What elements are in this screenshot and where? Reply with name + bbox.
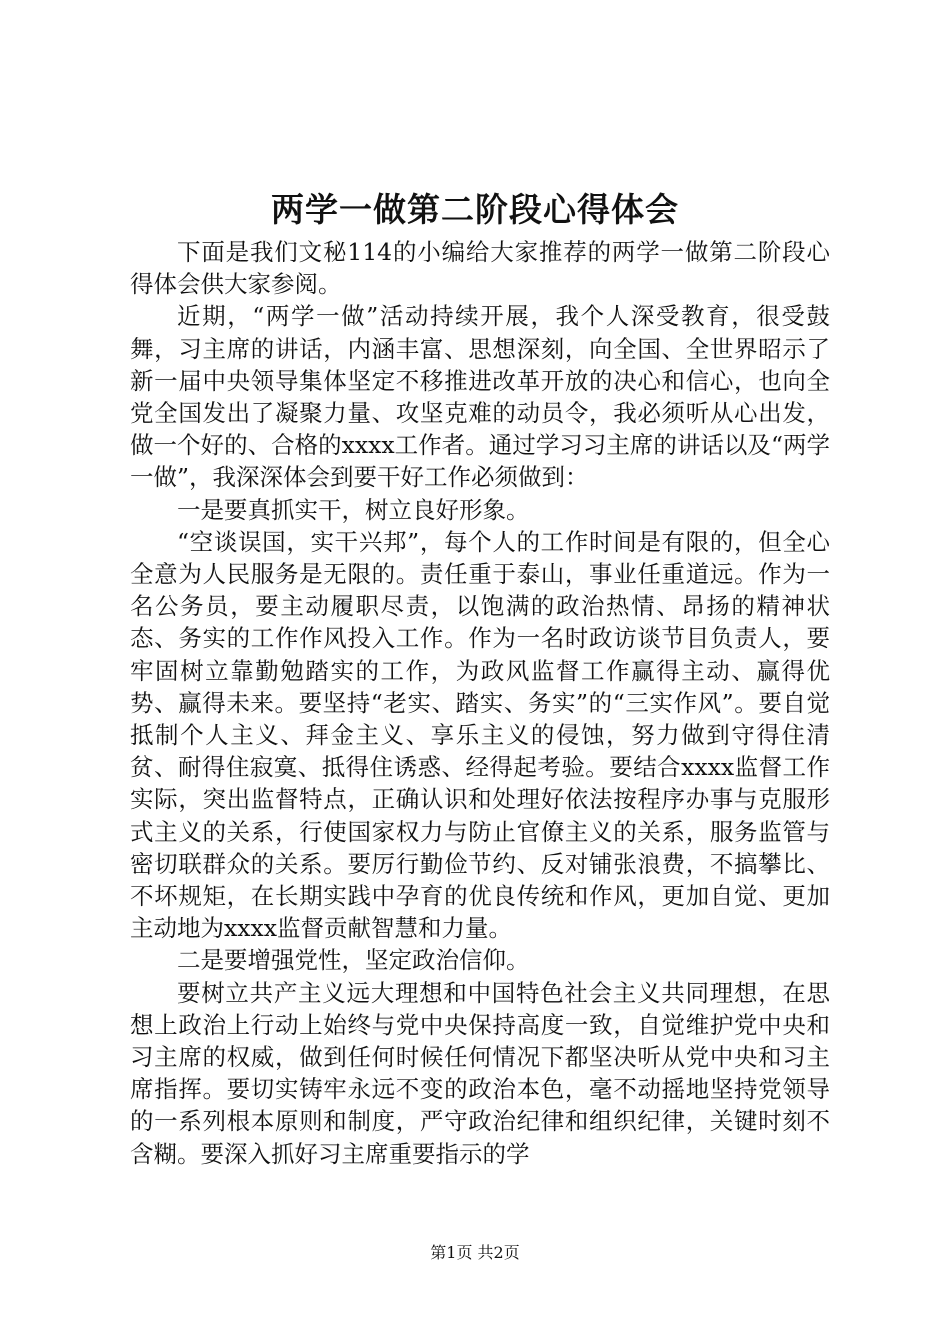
paragraph-intro: 下面是我们文秘114的小编给大家推荐的两学一做第二阶段心得体会供大家参阅。 (130, 238, 830, 299)
section-heading-two: 二是要增强党性，坚定政治信仰。 (177, 946, 530, 975)
paragraph-section-two: 要树立共产主义远大理想和中国特色社会主义共同理想，在思想上政治上行动上始终与党中央保持高度一致，自觉维护党中央和习主席的权威，做到任何时候任何情况下都坚决听从党中央和习主席指挥。要切实铸牢永远不变的政治本色，毫不动摇地坚持党领导的一系列根本原则和制度，严守政治纪律和组织纪律，关键时刻不含糊。要深入抓好习主席重要指示的学 (130, 978, 830, 1168)
section-heading-one: 一是要真抓实干，树立良好形象。 (177, 495, 530, 524)
document-title: 两学一做第二阶段心得体会 (271, 190, 679, 229)
page-footer: 第1页 共2页 (430, 1243, 520, 1262)
document-body (130, 236, 830, 1170)
paragraph-recent: 近期，“两学一做”活动持续开展，我个人深受教育，很受鼓舞，习主席的讲话，内涵丰富、思想深刻，向全国、全世界昭示了新一届中央领导集体坚定不移推进改革开放的决心和信心，也向全党全国发出了凝聚力量、攻坚克难的动员令，我必须听从心出发，做一个好的、合格的xxxx工作者。通过学习习主席的讲话以及“两学一做”，我深深体会到要干好工作必须做到： (130, 302, 830, 492)
paragraph-section-one: “空谈误国，实干兴邦”，每个人的工作时间是有限的，但全心全意为人民服务是无限的。责任重于泰山，事业任重道远。作为一名公务员，要主动履职尽责，以饱满的政治热情、昂扬的精神状态、务实的工作作风投入工作。作为一名时政访谈节目负责人，要牢固树立靠勤勉踏实的工作，为政风监督工作赢得主动、赢得优势、赢得未来。要坚持“老实、踏实、务实”的“三实作风”。要自觉抵制个人主义、拜金主义、享乐主义的侵蚀，努力做到守得住清贫、耐得住寂寞、抵得住诱惑、经得起考验。要结合xxxx监督工作实际，突出监督特点，正确认识和处理好依法按程序办事与克服形式主义的关系，行使国家权力与防止官僚主义的关系，服务监管与密切联群众的关系。要厉行勤俭节约、反对铺张浪费，不搞攀比、不坏规矩，在长期实践中孕育的优良传统和作风，更加自觉、更加主动地为xxxx监督贡献智慧和力量。 (130, 527, 830, 943)
